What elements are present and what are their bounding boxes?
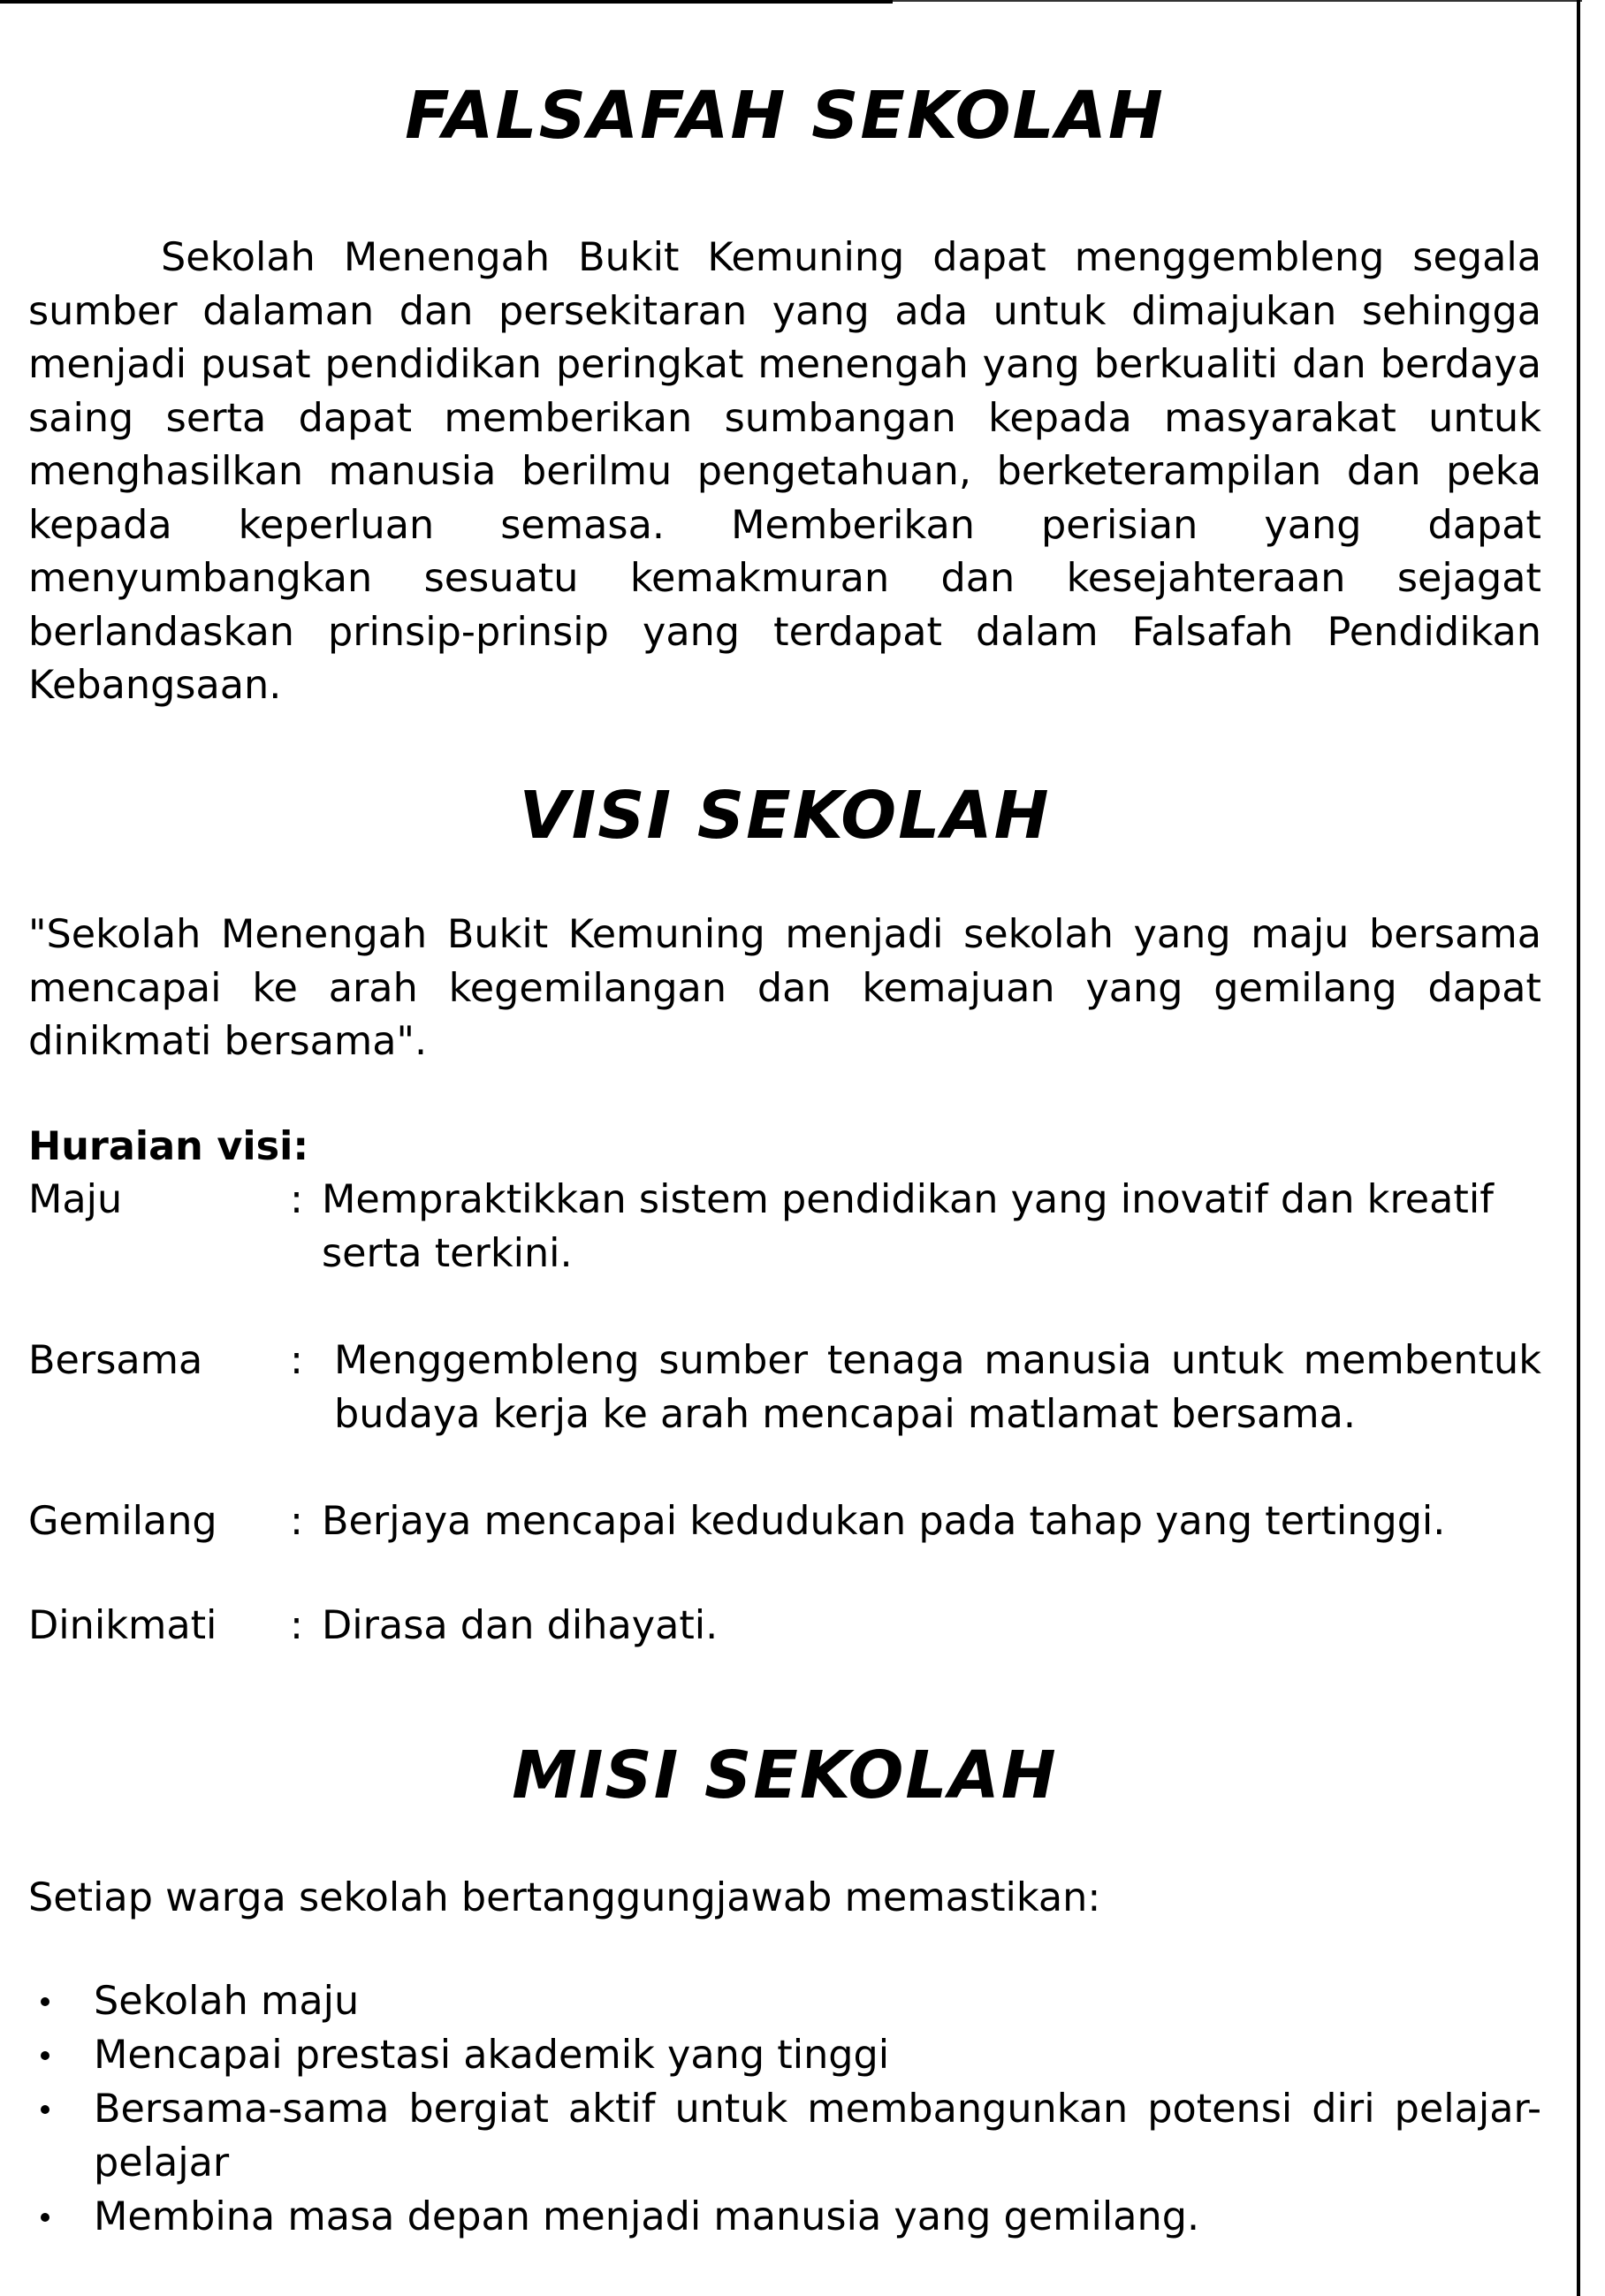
definition-maju — [28, 1174, 1541, 1281]
list-item — [28, 2082, 1541, 2190]
bullet-icon — [41, 2051, 49, 2060]
visi-heading: VISI SEKOLAH — [519, 778, 1051, 854]
right-border — [1577, 0, 1580, 2296]
list-item — [28, 2028, 1541, 2082]
list-item — [28, 1974, 1541, 2028]
misi-heading: MISI SEKOLAH — [512, 1737, 1058, 1813]
falsafah-body: Sekolah Menengah Bukit Kemuning dapat menggembleng segala sumber dalaman dan persekitaran yang ada untuk dimajukan sehingga menjadi pusat pendidikan peringkat menengah yang berkualiti dan berdaya saing serta dapat memberikan sumbangan kepada masyarakat untuk menghasilkan manusia berilmu pengetahuan, berketerampilan dan peka kepada keperluan semasa. Memberikan perisian yang dapat menyumbangkan sesuatu kemakmuran dan kesejahteraan sejagat berlandaskan prinsip-prinsip yang terdapat dalam Falsafah Pendidikan Kebangsaan. — [28, 235, 1541, 708]
definition-text: Mempraktikkan sistem pendidikan yang inovatif dan kreatif serta terkini. — [322, 1177, 1494, 1276]
list-item — [28, 2190, 1541, 2244]
definition-gemilang — [28, 1495, 1541, 1549]
definition-dinikmati — [28, 1600, 1541, 1654]
definition-text: Menggembleng sumber tenaga manusia untuk membentuk budaya kerja ke arah mencapai matlamat bersama. — [334, 1338, 1541, 1437]
definition-colon: : — [290, 1338, 303, 1383]
list-item-text: Membina masa depan menjadi manusia yang gemilang. — [94, 2194, 1200, 2239]
definition-colon: : — [290, 1177, 303, 1222]
definition-colon: : — [290, 1603, 303, 1648]
definition-term: Dinikmati — [28, 1603, 217, 1648]
top-border-thin — [893, 0, 1582, 2]
misi-list — [28, 1974, 1541, 2244]
falsafah-heading: FALSAFAH SEKOLAH — [405, 78, 1165, 154]
bullet-icon — [41, 2105, 49, 2114]
definition-term: Maju — [28, 1177, 123, 1222]
misi-intro: Setiap warga sekolah bertanggungjawab memastikan: — [28, 1875, 1101, 1920]
definition-term: Bersama — [28, 1338, 203, 1383]
top-border — [0, 0, 893, 4]
definition-text: Dirasa dan dihayati. — [322, 1603, 719, 1648]
visi-statement: "Sekolah Menengah Bukit Kemuning menjadi sekolah yang maju bersama mencapai ke arah kegemilangan dan kemajuan yang gemilang dapat dinikmati bersama". — [28, 912, 1541, 1064]
bullet-icon — [41, 2213, 49, 2222]
bullet-icon — [41, 1997, 49, 2006]
definition-bersama — [28, 1334, 1541, 1441]
list-item-text: Sekolah maju — [94, 1979, 360, 2024]
definition-colon: : — [290, 1499, 303, 1544]
definition-text: Berjaya mencapai kedudukan pada tahap yang tertinggi. — [322, 1499, 1446, 1544]
definition-term: Gemilang — [28, 1499, 217, 1544]
list-item-text: Mencapai prestasi akademik yang tinggi — [94, 2033, 890, 2078]
list-item-text: Bersama-sama bergiat aktif untuk membangunkan potensi diri pelajar-pelajar — [94, 2087, 1541, 2186]
huraian-visi-label: Huraian visi: — [28, 1124, 309, 1169]
